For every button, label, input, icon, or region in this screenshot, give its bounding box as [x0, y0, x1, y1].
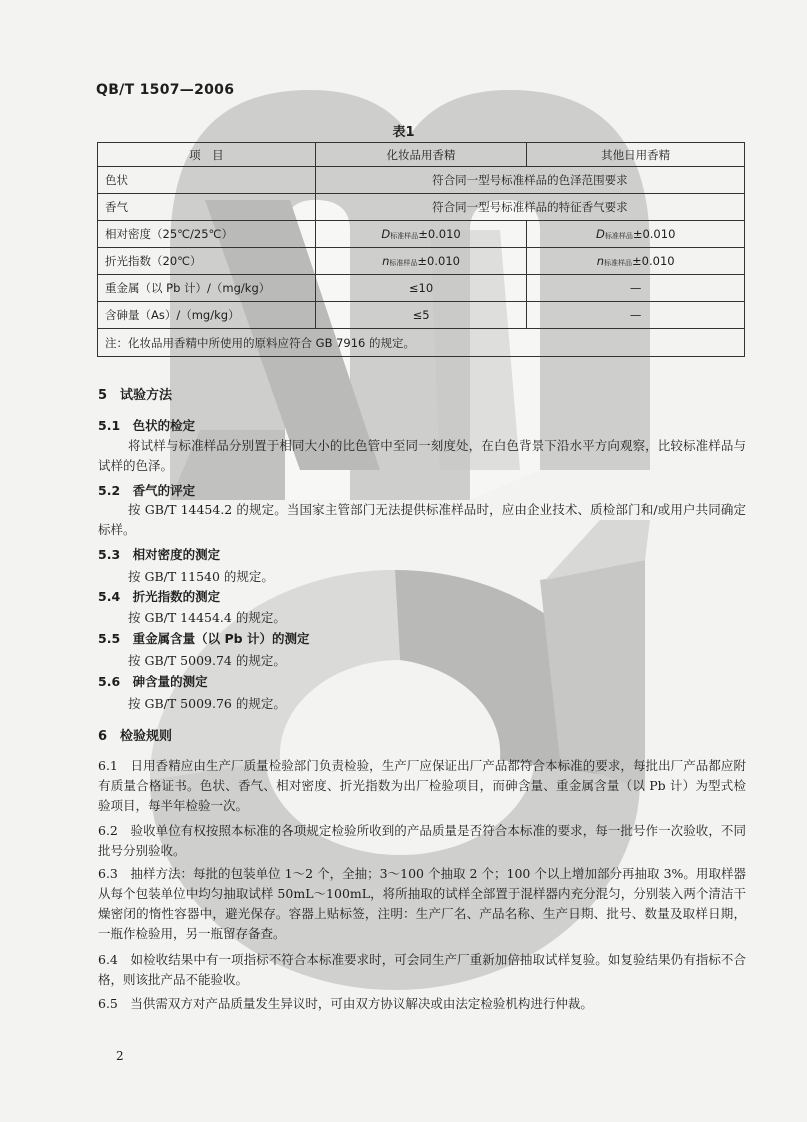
section-6-1-text: 6.1 日用香精应由生产厂质量检验部门负责检验，生产厂应保证出厂产品都符合本标准的要求，每批出厂产品都应附有质量合格证书。色状、香气、相对密度、折光指数为出厂检验项目，而砷含量、重金属含量（以 Pb 计）为型式检验项目，每半年检验一次。: [98, 758, 746, 813]
table-cell-value: [315, 221, 527, 248]
table-cell-item: 色状: [98, 167, 316, 194]
table-cell-merged: 符合同一型号标准样品的色泽范围要求: [315, 167, 744, 194]
section-6-2-text: 6.2 验收单位有权按照本标准的各项规定检验所收到的产品质量是否符合本标准的要求，每一批号作一次验收，不同批号分别验收。: [98, 823, 746, 858]
symbol: D: [381, 227, 391, 241]
table-row: [98, 302, 745, 329]
section-5-2-title: 5.2 香气的评定: [98, 483, 196, 498]
spec-table: [97, 142, 745, 357]
table-cell-value: ≤5: [315, 302, 527, 329]
table-cell-item: 含砷量（As）/（mg/kg）: [98, 302, 316, 329]
table-note-row: [98, 329, 745, 357]
table-cell-item: 重金属（以 Pb 计）/（mg/kg）: [98, 275, 316, 302]
table-header-cell: 项 目: [98, 143, 316, 167]
subscript: 标准样品: [389, 259, 418, 267]
tolerance: ±0.010: [417, 254, 460, 268]
table-row: [98, 275, 745, 302]
table-cell-item: 折光指数（20℃）: [98, 248, 316, 275]
tolerance: ±0.010: [418, 227, 461, 241]
table-cell-value: ≤10: [315, 275, 527, 302]
section-5-2-text: 按 GB/T 14454.2 的规定。当国家主管部门无法提供标准样品时，应由企业技术、质检部门和/或用户共同确定标样。: [98, 502, 746, 537]
section-5-title: 5 试验方法: [98, 388, 173, 403]
table-row: [98, 194, 745, 221]
table-header-row: [98, 143, 745, 167]
table-row: [98, 221, 745, 248]
section-5-3-title: 5.3 相对密度的测定: [98, 547, 221, 562]
section-6-3-text: 6.3 抽样方法：每批的包装单位 1～2 个，全抽；3～100 个抽取 2 个；100 个以上增加部分再抽取 3%。用取样器从每个包装单位中均匀抽取试样 50mL～100mL，将所抽取的试样全部置于混样器内充分混匀，分别装入两个清洁干燥密闭的惰性容器中，避光保存。容器上贴标签，注明：生产厂名、产品名称、生产日期、批号、数量及取样日期，一瓶作检验用，另一瓶留存备查。: [98, 866, 746, 941]
subscript: 标准样品: [604, 232, 633, 240]
section-6-5-text: 6.5 当供需双方对产品质量发生异议时，可由双方协议解决或由法定检验机构进行仲裁。: [98, 996, 593, 1011]
tolerance: ±0.010: [632, 227, 676, 241]
section-5-4-text: 按 GB/T 14454.4 的规定。: [128, 610, 286, 625]
symbol: n: [382, 254, 390, 268]
section-6-4-text: 6.4 如检收结果中有一项指标不符合本标准要求时，可会同生产厂重新加倍抽取试样复验。如复验结果仍有指标不合格，则该批产品不能验收。: [98, 952, 746, 987]
table-cell-value: —: [527, 275, 745, 302]
section-5-5-title: 5.5 重金属含量（以 Pb 计）的测定: [98, 631, 310, 646]
table-caption: 表1: [392, 125, 415, 140]
table-row: [98, 167, 745, 194]
section-5-3-text: 按 GB/T 11540 的规定。: [128, 569, 274, 584]
table-cell-value: [315, 248, 527, 275]
standard-number-header: QB/T 1507—2006: [96, 82, 235, 98]
table-cell-item: 香气: [98, 194, 316, 221]
table-row: [98, 248, 745, 275]
table-cell-value: —: [527, 302, 745, 329]
table-cell-item: 相对密度（25℃/25℃）: [98, 221, 316, 248]
symbol: n: [596, 254, 605, 268]
subscript: 标准样品: [390, 232, 419, 240]
section-5-1-title: 5.1 色状的检定: [98, 418, 196, 433]
symbol: D: [595, 227, 605, 241]
table-header-cell: 化妆品用香精: [315, 143, 527, 167]
section-5-6-text: 按 GB/T 5009.76 的规定。: [128, 696, 286, 711]
table-note: 注：化妆品用香精中所使用的原料应符合 GB 7916 的规定。: [98, 329, 745, 357]
section-6-title: 6 检验规则: [98, 729, 173, 744]
tolerance: ±0.010: [632, 254, 675, 268]
section-5-1-text: 将试样与标准样品分别置于相同大小的比色管中至同一刻度处，在白色背景下沿水平方向观察，比较标准样品与试样的色泽。: [98, 438, 746, 473]
subscript: 标准样品: [604, 259, 633, 267]
table-cell-merged: 符合同一型号标准样品的特征香气要求: [315, 194, 744, 221]
table-cell-value: [527, 248, 745, 275]
page-number: 2: [116, 1049, 124, 1063]
section-5-4-title: 5.4 折光指数的测定: [98, 589, 221, 604]
table-header-cell: 其他日用香精: [527, 143, 745, 167]
section-5-5-text: 按 GB/T 5009.74 的规定。: [128, 653, 286, 668]
table-cell-value: [527, 221, 745, 248]
section-5-6-title: 5.6 砷含量的测定: [98, 674, 208, 689]
